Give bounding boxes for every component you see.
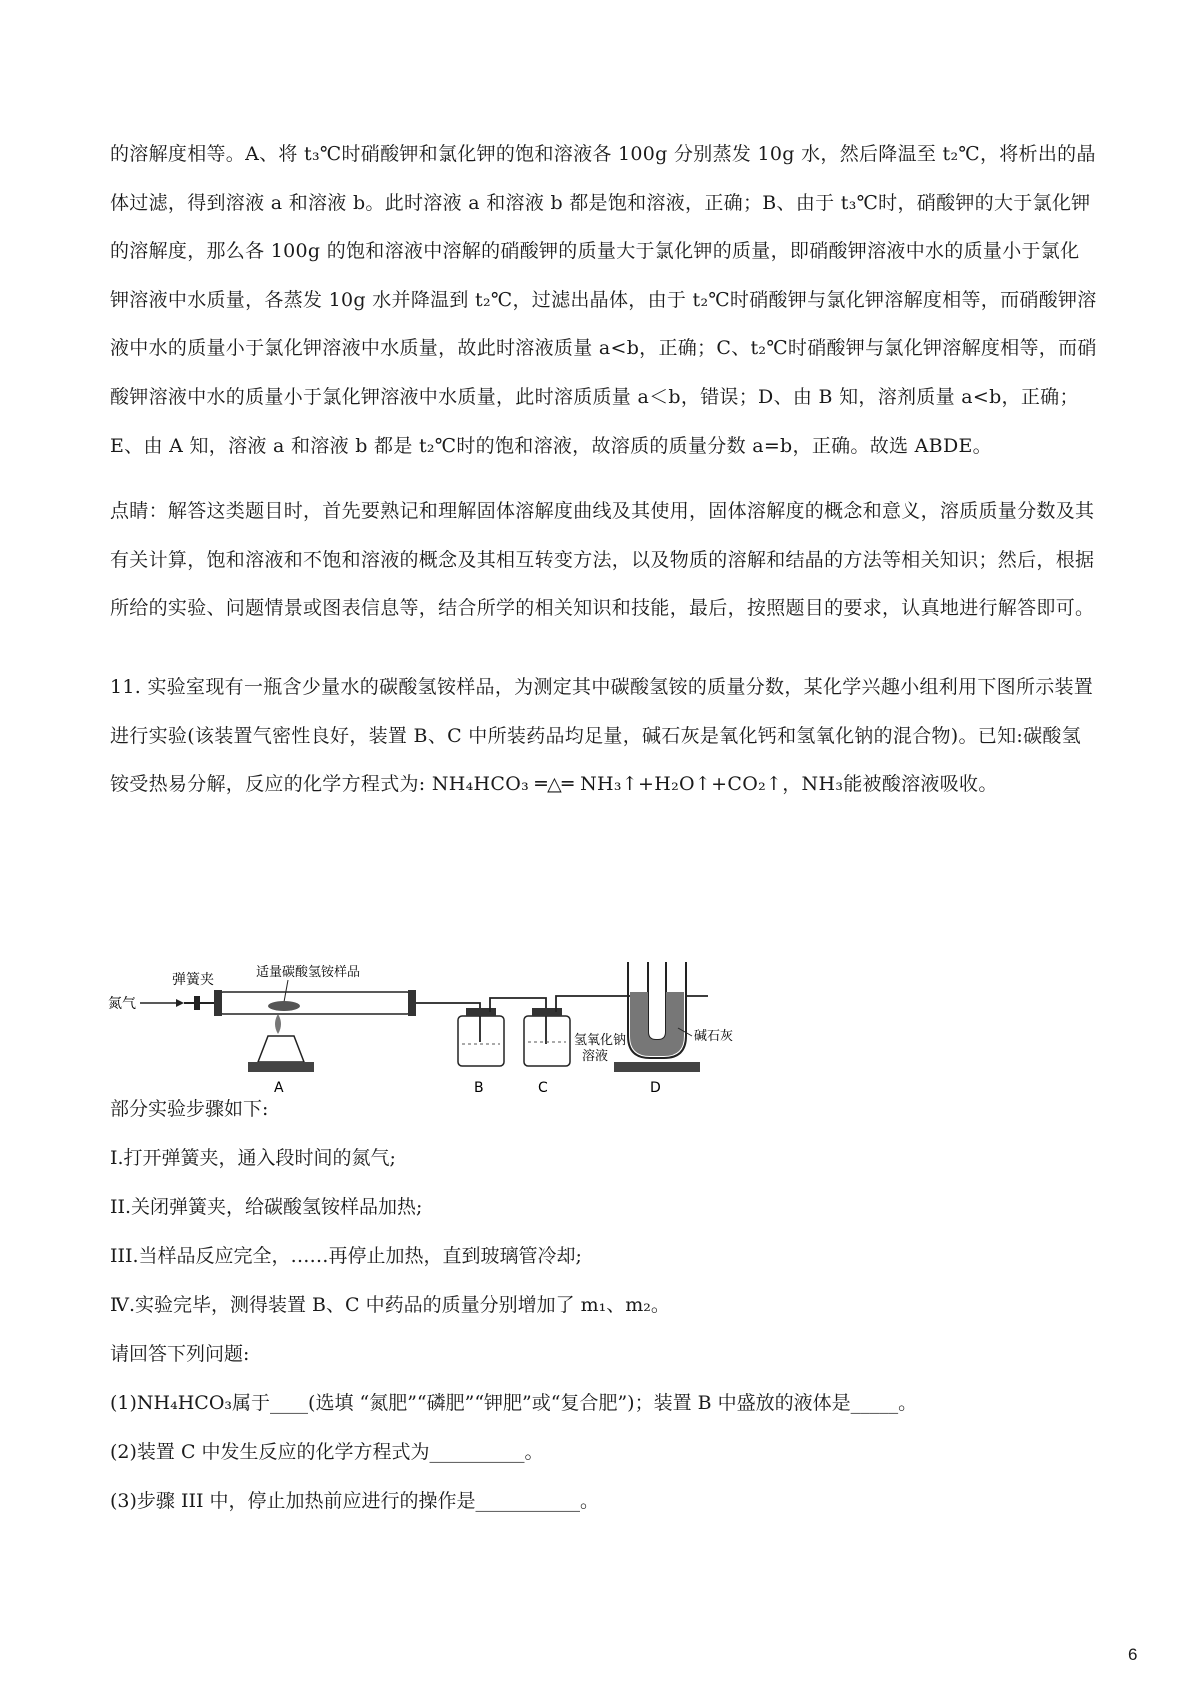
- label-b: B: [474, 1080, 484, 1096]
- label-a: A: [274, 1080, 284, 1096]
- bottle-c-cap: [532, 1008, 562, 1016]
- lamp-stand: [248, 1062, 314, 1072]
- bottle-c: [524, 1016, 570, 1066]
- step-2: II.关闭弹簧夹，给碳酸氢铵样品加热;: [110, 1196, 423, 1218]
- bottle-b: [458, 1016, 504, 1066]
- apparatus-figure: [108, 932, 734, 1096]
- question-text: 11. 实验室现有一瓶含少量水的碳酸氢铵样品，为测定其中碳酸氢铵的质量分数，某化学兴趣小组利用下图所示装置进行实验(该装置气密性良好，装置 B、C 中所装药品均足量，碱石灰是氧化钙和氢氧化钠的混合物)。已知:碳酸氢铵受热易分解，反应的化学方程式为: NH₄HCO₃ ═△═ NH₃↑+H₂O↑+CO₂↑，NH₃能被酸溶液吸收。: [110, 676, 1094, 796]
- question-2: (2)装置 C 中发生反应的化学方程式为__________。: [110, 1441, 544, 1463]
- tube-c-to-d: [556, 996, 638, 1028]
- u-tube-inner: [648, 962, 666, 1040]
- label-c: C: [538, 1080, 548, 1096]
- analysis-text: 的溶解度相等。A、将 t₃℃时硝酸钾和氯化钾的饱和溶液各 100g 分别蒸发 10g 水，然后降温至 t₂℃，将析出的晶体过滤，得到溶液 a 和溶液 b。此时溶液 a 和溶液 b 都是饱和溶液，正确；B、由于 t₃℃时，硝酸钾的大于氯化钾的溶解度，那么各 100g 的饱和溶液中溶解的硝酸钾的质量大于氯化钾的质量，即硝酸钾溶液中水的质量小于氯化钾溶液中水质量，各蒸发 10g 水并降温到 t₂℃，过滤出晶体，由于 t₂℃时硝酸钾与氯化钾溶解度相等，而硝酸钾溶液中水的质量小于氯化钾溶液中水质量，故此时溶液质量 a<b，正确；C、t₂℃时硝酸钾与氯化钾溶解度相等，而硝酸钾溶液中水的质量小于氯化钾溶液中水质量，此时溶质质量 a＜b，错误；D、由 B 知，溶剂质量 a<b，正确；E、由 A 知，溶液 a 和溶液 b 都是 t₂℃时的饱和溶液，故溶质的质量分数 a=b，正确。故选 ABDE。: [110, 143, 1097, 457]
- spring-clamp-icon: [194, 996, 200, 1010]
- comment-text: 点睛：解答这类题目时，首先要熟记和理解固体溶解度曲线及其使用，固体溶解度的概念和意义，溶质质量分数及其有关计算，饱和溶液和不饱和溶液的概念及其相互转变方法，以及物质的溶解和结晶的方法等相关知识；然后，根据所给的实验、问题情景或图表信息等，结合所学的相关知识和技能，最后，按照题目的要求，认真地进行解答即可。: [110, 500, 1095, 620]
- comment-paragraph: [110, 487, 1098, 633]
- page-number: 6: [1128, 1645, 1138, 1664]
- naoh-label-2: 溶液: [582, 1049, 609, 1064]
- alcohol-lamp: [258, 1036, 304, 1062]
- naoh-label-1: 氢氧化钠: [574, 1033, 627, 1048]
- question-3: (3)步骤 III 中，停止加热前应进行的操作是___________。: [110, 1490, 600, 1512]
- clamp-label: 弹簧夹: [172, 972, 214, 988]
- sample-powder: [268, 1001, 300, 1011]
- step-1: I.打开弹簧夹，通入段时间的氮气;: [110, 1147, 396, 1169]
- bottle-b-cap: [466, 1008, 496, 1016]
- u-tube-stand: [614, 1062, 700, 1072]
- flame-icon: [275, 1014, 281, 1034]
- soda-lime-label: 碱石灰: [694, 1029, 734, 1044]
- stopper-right: [408, 990, 416, 1016]
- question-1: (1)NH₄HCO₃属于____(选填 “氮肥”“磷肥”“钾肥”或“复合肥”)；装置 B 中盛放的液体是_____。: [110, 1392, 918, 1414]
- sample-label: 适量碳酸氢铵样品: [256, 965, 361, 980]
- soda-lime-fill: [630, 992, 684, 1056]
- step-3: III.当样品反应完全，……再停止加热，直到玻璃管冷却;: [110, 1245, 582, 1267]
- steps-intro: 部分实验步骤如下:: [110, 1098, 269, 1120]
- questions-intro: 请回答下列问题:: [110, 1343, 250, 1365]
- label-d: D: [650, 1080, 661, 1096]
- glass-tube: [220, 992, 410, 1014]
- stopper-left: [214, 990, 222, 1016]
- tube-b-to-c: [490, 998, 546, 1044]
- sample-pointer: [284, 980, 288, 1002]
- analysis-paragraph: [110, 130, 1098, 470]
- steps-section: [110, 1085, 1098, 1526]
- nitrogen-label: 氮气: [108, 996, 136, 1012]
- inlet-arrowhead: [176, 999, 184, 1007]
- step-4: Ⅳ.实验完毕，测得装置 B、C 中药品的质量分别增加了 m₁、m₂。: [110, 1294, 670, 1316]
- question-paragraph: [110, 663, 1098, 809]
